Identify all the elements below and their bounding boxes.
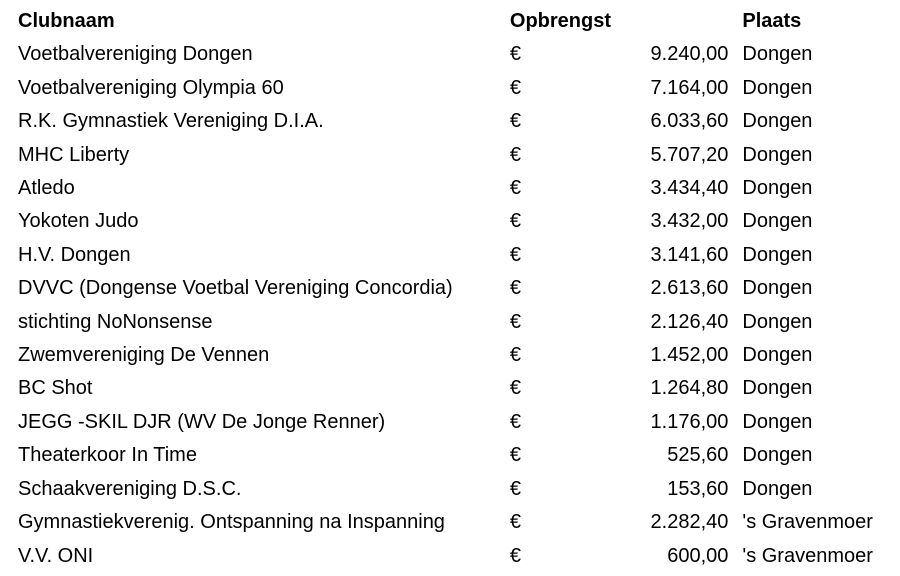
cell-currency: €	[509, 110, 522, 133]
cell-place: Dongen	[742, 444, 813, 467]
table-row	[18, 38, 900, 71]
cell-currency: €	[509, 243, 522, 266]
table-header-row	[18, 5, 900, 38]
cell-club: Yokoten Judo	[18, 210, 139, 233]
cell-place: Dongen	[742, 110, 813, 133]
cell-currency: €	[509, 377, 522, 400]
cell-place: Dongen	[742, 344, 813, 367]
cell-amount: 2.282,40	[650, 511, 729, 534]
table-row	[18, 272, 900, 305]
header-club: Clubnaam	[18, 10, 115, 32]
table-body	[18, 38, 900, 573]
table-row	[18, 306, 900, 339]
table-row	[18, 372, 900, 405]
cell-place: Dongen	[742, 243, 813, 266]
cell-place: Dongen	[742, 76, 813, 99]
cell-amount: 600,00	[667, 544, 729, 567]
cell-place: Dongen	[742, 277, 813, 300]
cell-place: Dongen	[742, 410, 813, 433]
cell-place: Dongen	[742, 310, 813, 333]
table-row	[18, 439, 900, 472]
cell-place: Dongen	[742, 377, 813, 400]
cell-place: Dongen	[742, 210, 813, 233]
cell-amount: 3.432,00	[650, 210, 729, 233]
cell-club: Atledo	[18, 177, 75, 200]
cell-amount: 525,60	[667, 444, 729, 467]
cell-currency: €	[509, 277, 522, 300]
cell-amount: 1.452,00	[650, 344, 729, 367]
cell-club: DVVC (Dongense Voetbal Vereniging Concordia)	[18, 277, 453, 300]
cell-currency: €	[509, 344, 522, 367]
cell-club: Gymnastiekverenig. Ontspanning na Inspanning	[18, 511, 445, 534]
cell-amount: 153,60	[667, 477, 729, 500]
cell-club: H.V. Dongen	[18, 243, 131, 266]
cell-place: Dongen	[742, 177, 813, 200]
table-row	[18, 72, 900, 105]
cell-amount: 7.164,00	[650, 76, 729, 99]
cell-currency: €	[509, 43, 522, 66]
cell-currency: €	[509, 511, 522, 534]
cell-currency: €	[509, 444, 522, 467]
cell-currency: €	[509, 76, 522, 99]
cell-amount: 6.033,60	[650, 110, 729, 133]
cell-currency: €	[509, 477, 522, 500]
cell-currency: €	[509, 544, 522, 567]
cell-club: R.K. Gymnastiek Vereniging D.I.A.	[18, 110, 324, 133]
table-row	[18, 473, 900, 506]
cell-currency: €	[509, 177, 522, 200]
cell-club: Zwemvereniging De Vennen	[18, 344, 270, 367]
cell-currency: €	[509, 310, 522, 333]
cell-currency: €	[509, 143, 522, 166]
cell-place: Dongen	[742, 477, 813, 500]
table-row	[18, 540, 900, 573]
revenue-table	[18, 5, 900, 573]
table-row	[18, 172, 900, 205]
header-place: Plaats	[742, 10, 802, 32]
cell-currency: €	[509, 210, 522, 233]
cell-club: stichting NoNonsense	[18, 310, 213, 333]
table-row	[18, 105, 900, 138]
cell-place: 's Gravenmoer	[742, 544, 873, 567]
cell-club: JEGG -SKIL DJR (WV De Jonge Renner)	[18, 410, 386, 433]
cell-club: Voetbalvereniging Olympia 60	[18, 76, 284, 99]
cell-place: 's Gravenmoer	[742, 511, 873, 534]
cell-amount: 1.176,00	[650, 410, 729, 433]
cell-amount: 2.126,40	[650, 310, 729, 333]
cell-club: Voetbalvereniging Dongen	[18, 43, 253, 66]
cell-club: BC Shot	[18, 377, 93, 400]
cell-place: Dongen	[742, 43, 813, 66]
header-revenue: Opbrengst	[509, 10, 612, 32]
cell-club: Schaakvereniging D.S.C.	[18, 477, 242, 500]
cell-club: V.V. ONI	[18, 544, 94, 567]
cell-amount: 3.141,60	[650, 243, 729, 266]
cell-club: MHC Liberty	[18, 143, 130, 166]
cell-amount: 3.434,40	[650, 177, 729, 200]
table-row	[18, 139, 900, 172]
table-row	[18, 506, 900, 539]
cell-currency: €	[509, 410, 522, 433]
cell-amount: 9.240,00	[650, 43, 729, 66]
table-row	[18, 339, 900, 372]
cell-place: Dongen	[742, 143, 813, 166]
table-row	[18, 239, 900, 272]
table-row	[18, 205, 900, 238]
cell-amount: 2.613,60	[650, 277, 729, 300]
cell-amount: 5.707,20	[650, 143, 729, 166]
table-row	[18, 406, 900, 439]
cell-amount: 1.264,80	[650, 377, 729, 400]
cell-club: Theaterkoor In Time	[18, 444, 197, 467]
